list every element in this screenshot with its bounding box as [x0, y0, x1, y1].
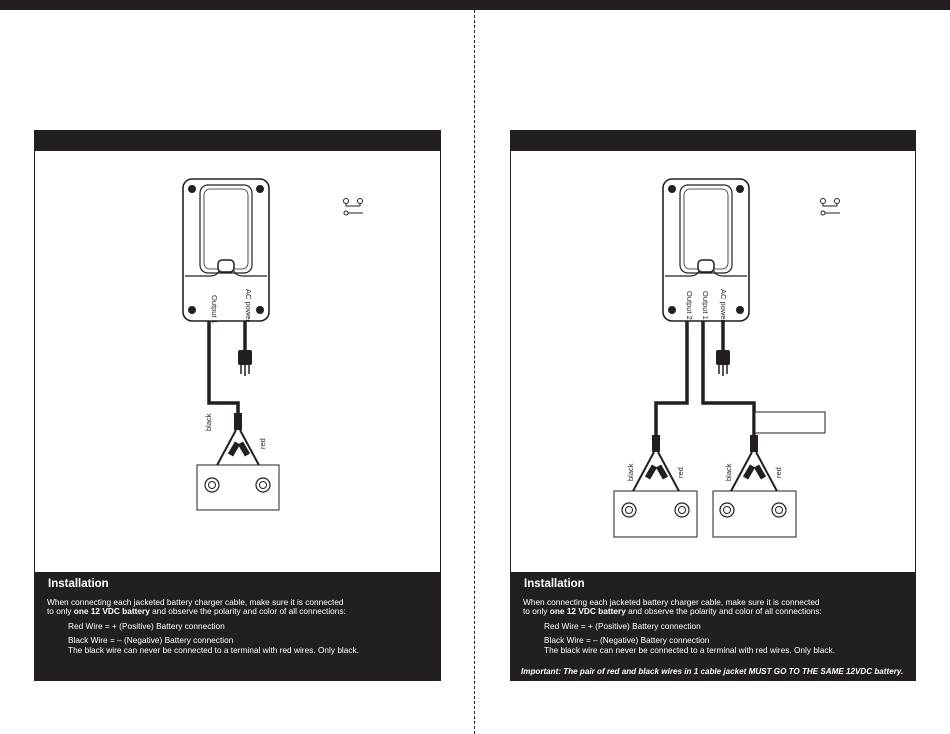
installation-line-1: When connecting each jacketed battery charger cable, make sure it is connected: [523, 597, 820, 607]
ac-plug-icon: [716, 321, 730, 376]
black-wire-b-label: black: [724, 463, 733, 481]
polarity-legend-icon: [344, 199, 364, 216]
red-wire-label: red: [258, 438, 267, 449]
black-wire-note: The black wire can never be connected to a terminal with red wires. Only black.: [544, 645, 835, 655]
installation-line-2: to only one 12 VDC battery and observe the polarity and color of all connections:: [523, 606, 822, 616]
cable-jacket-end: [652, 435, 660, 452]
output-2-label: Output 2: [685, 291, 694, 320]
charger-unit: [183, 179, 269, 321]
battery-a: [614, 491, 697, 537]
right-installation-section: [511, 572, 915, 680]
output-1-label: Output 1: [210, 295, 219, 324]
left-wiring-diagram: [35, 131, 442, 572]
battery-b: [713, 491, 796, 537]
black-wire-note: The black wire can never be connected to a terminal with red wires. Only black.: [68, 645, 359, 655]
cable-jacket-end: [750, 435, 758, 452]
output-1-label: Output 1: [701, 291, 710, 320]
right-panel: [510, 130, 916, 681]
installation-title: Installation: [48, 578, 109, 590]
left-installation-section: [35, 572, 440, 680]
ac-power-label: AC power: [719, 289, 728, 322]
ac-power-label: AC power: [244, 289, 253, 322]
output-2-cable: [656, 321, 687, 437]
ac-plug-icon: [238, 321, 252, 376]
polarity-legend-icon: [821, 199, 841, 216]
right-wiring-diagram: [511, 131, 917, 572]
output-1-cable: [209, 321, 238, 415]
important-note: Important: The pair of red and black wires in 1 cable jacket MUST GO TO THE SAME 12VDC battery.: [521, 667, 904, 676]
installation-line-2: to only one 12 VDC battery and observe the polarity and color of all connections:: [47, 606, 346, 616]
battery: [197, 465, 279, 510]
red-wire-a-label: red: [676, 467, 685, 478]
black-wire-a-label: black: [626, 463, 635, 481]
callout-box: [755, 412, 825, 433]
installation-title: Installation: [524, 578, 585, 590]
red-wire-b-label: red: [774, 467, 783, 478]
red-wire-rule: Red Wire = + (Positive) Battery connection: [544, 621, 701, 631]
black-wire-label: black: [204, 413, 213, 431]
black-wire-rule: Black Wire = – (Negative) Battery connection: [544, 635, 710, 645]
cable-jacket-end: [234, 413, 242, 430]
page-divider: [474, 10, 475, 734]
black-wire-rule: Black Wire = – (Negative) Battery connection: [68, 635, 234, 645]
left-panel: [34, 130, 441, 681]
installation-line-1: When connecting each jacketed battery charger cable, make sure it is connected: [47, 597, 344, 607]
output-1-cable: [703, 321, 754, 437]
top-bar: [0, 0, 950, 10]
red-wire-rule: Red Wire = + (Positive) Battery connection: [68, 621, 225, 631]
